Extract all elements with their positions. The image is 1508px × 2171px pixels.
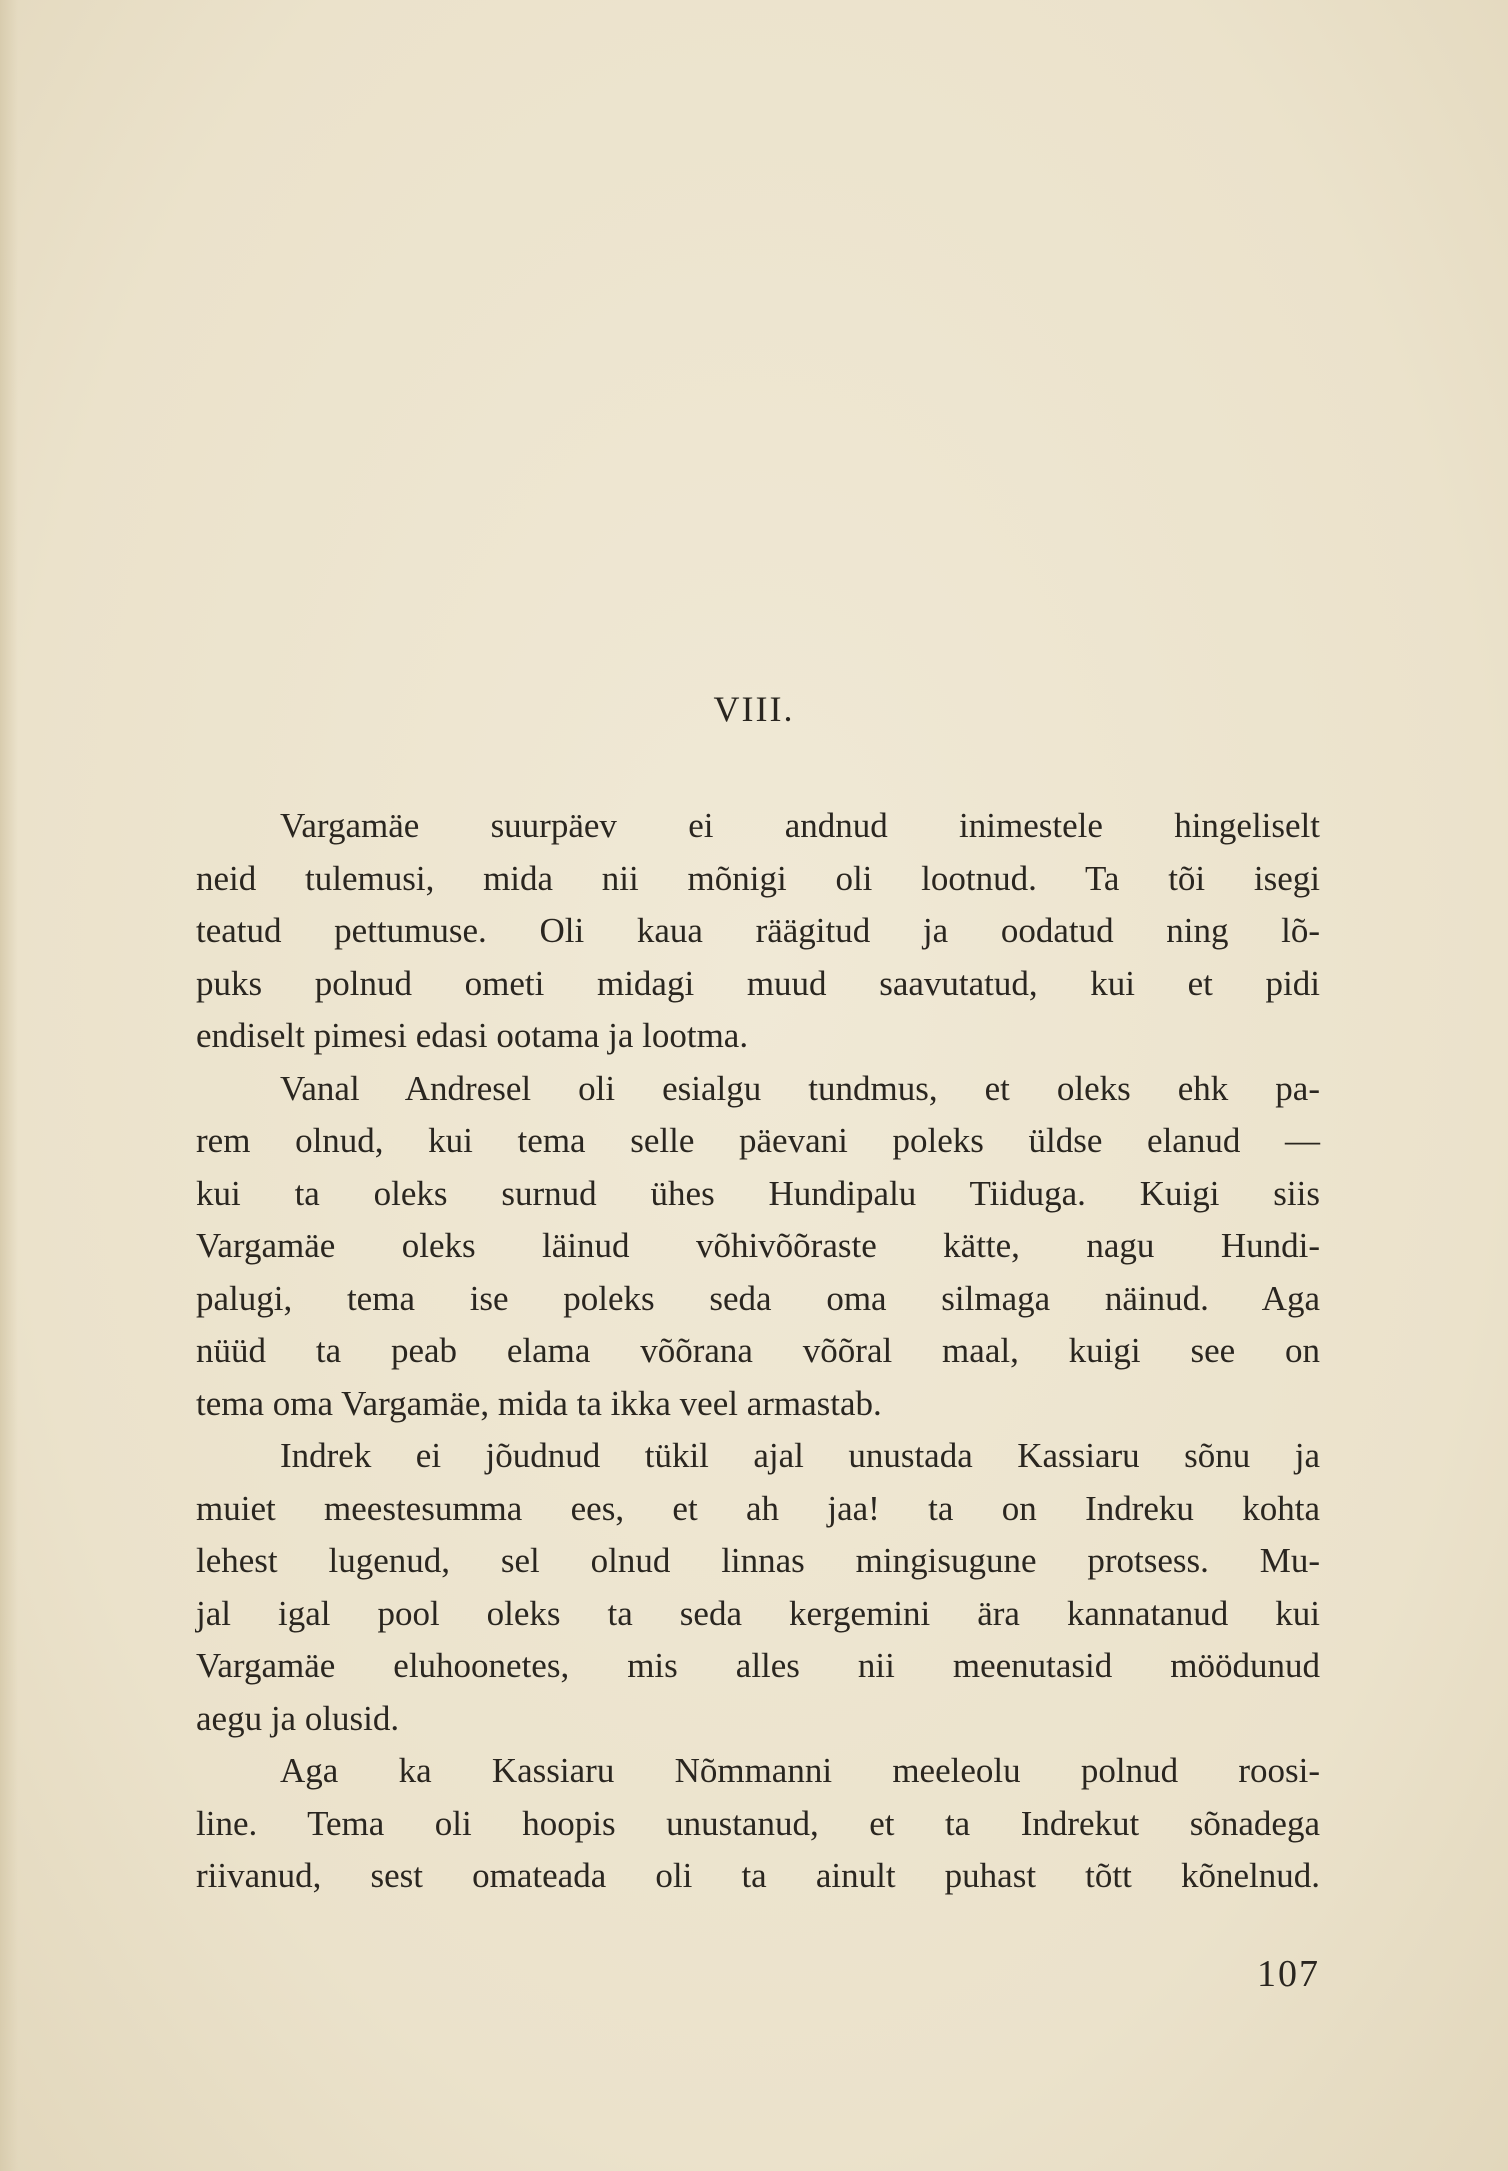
text-line: teatud pettumuse. Oli kaua räägitud ja oodatud ning lõ-	[196, 911, 1320, 950]
text-line: neid tulemusi, mida nii mõnigi oli lootnud. Ta tõi isegi	[196, 858, 1320, 898]
paragraph-4	[196, 1745, 1320, 1903]
page-gutter-shadow	[0, 0, 18, 2171]
paragraph-1	[196, 800, 1320, 1063]
text-line: jal igal pool oleks ta seda kergemini ära kannatanud kui	[196, 1593, 1320, 1633]
text-line: endiselt pimesi edasi ootama ja lootma.	[196, 1016, 749, 1055]
text-line: rem olnud, kui tema selle päevani poleks üldse elanud —	[196, 1121, 1320, 1160]
text-line: palugi, tema ise poleks seda oma silmaga näinud. Aga	[196, 1278, 1320, 1318]
text-line: Vanal Andresel oli esialgu tundmus, et oleks ehk pa-	[280, 1068, 1320, 1108]
text-line: kui ta oleks surnud ühes Hundipalu Tiiduga. Kuigi siis	[196, 1173, 1320, 1213]
text-line: line. Tema oli hoopis unustanud, et ta Indrekut sõnadega	[196, 1803, 1320, 1843]
text-line: Vargamäe oleks läinud võhivõõraste kätte, nagu Hundi-	[196, 1226, 1320, 1265]
chapter-heading: VIII.	[713, 689, 795, 729]
text-line: Aga ka Kassiaru Nõmmanni meeleolu polnud roosi-	[280, 1751, 1320, 1790]
text-line: Vargamäe suurpäev ei andnud inimestele hingeliselt	[280, 806, 1320, 845]
paragraph-3	[196, 1430, 1320, 1745]
text-line: muiet meestesumma ees, et ah jaa! ta on Indreku kohta	[196, 1488, 1320, 1528]
body-text	[196, 800, 1320, 1903]
text-line: aegu ja olusid.	[196, 1698, 400, 1738]
text-line: Indrek ei jõudnud tükil ajal unustada Kassiaru sõnu ja	[280, 1436, 1320, 1475]
text-line: puks polnud ometi midagi muud saavutatud, kui et pidi	[196, 963, 1320, 1003]
text-line: nüüd ta peab elama võõrana võõral maal, kuigi see on	[196, 1331, 1320, 1370]
text-line: lehest lugenud, sel olnud linnas mingisugune protsess. Mu-	[196, 1541, 1320, 1580]
text-line: riivanud, sest omateada oli ta ainult puhast tõtt kõnelnud.	[196, 1856, 1320, 1895]
text-line: Vargamäe eluhoonetes, mis alles nii meenutasid möödunud	[196, 1646, 1320, 1685]
text-line: tema oma Vargamäe, mida ta ikka veel armastab.	[196, 1383, 882, 1423]
paragraph-2	[196, 1063, 1320, 1431]
page-number: 107	[1257, 1953, 1320, 1995]
